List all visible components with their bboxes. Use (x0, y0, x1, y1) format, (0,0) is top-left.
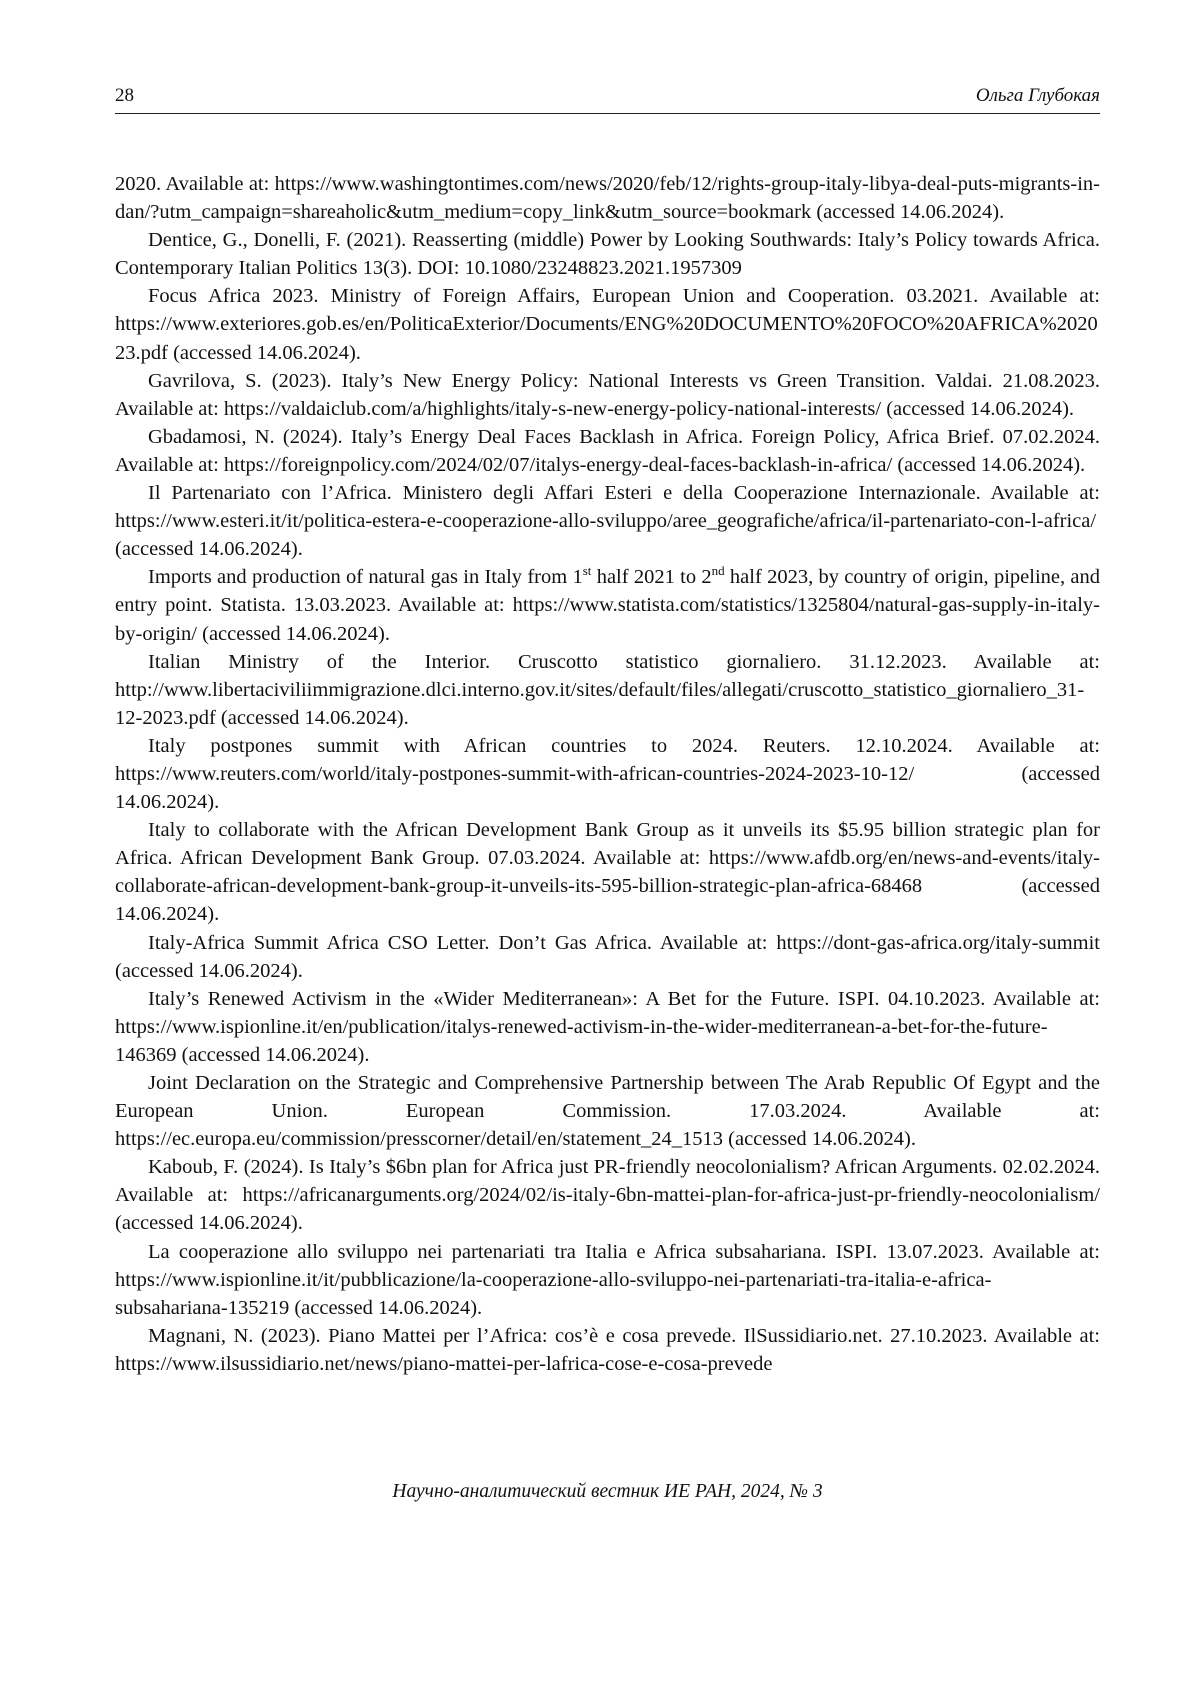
reference-entry: Gbadamosi, N. (2024). Italy’s Energy Deal Faces Backlash in Africa. Foreign Policy, Africa Brief. 07.02.2024. Available at: https://foreignpolicy.com/2024/02/07/italys-energy-deal-faces-backlash-in-africa/ (accessed 14.06.2024). (115, 425, 1100, 476)
reference-text: Imports and production of natural gas in Italy from 1 (148, 566, 583, 589)
superscript: st (582, 563, 592, 579)
reference-entry: Italian Ministry of the Interior. Cruscotto statistico giornaliero. 31.12.2023. Available at: http://www.libertaciviliimmigrazione.dlci.interno.gov.it/sites/default/files/allegati/cruscotto_statistico_giornaliero_31-12-2023.pdf (accessed 14.06.2024). (115, 650, 1100, 729)
reference-entry: Kaboub, F. (2024). Is Italy’s $6bn plan for Africa just PR-friendly neocolonialism? African Arguments. 02.02.2024. Available at: https://africanarguments.org/2024/02/is-italy-6bn-mattei-plan-for-africa-just-pr-friendly-neocolonialism/ (accessed 14.06.2024). (115, 1156, 1100, 1235)
page-number: 28 (115, 85, 134, 106)
reference-entry: Magnani, N. (2023). Piano Mattei per l’Africa: cos’è e cosa prevede. IlSussidiario.net. 27.10.2023. Available at: https://www.ilsussidiario.net/news/piano-mattei-per-lafrica-cose-e-cosa-prevede (115, 1324, 1100, 1375)
reference-text: half 2023, by country of origin, pipeline, and entry point. Statista. 13.03.2023. Available at: https://www.statista.com/statistics/1325804/natural-gas-supply-in-italy-by-origin/ (accessed 14.06.2024). (115, 566, 1101, 645)
reference-entry: Focus Africa 2023. Ministry of Foreign Affairs, European Union and Cooperation. 03.2021. Available at: https://www.exteriores.gob.es/en/PoliticaExterior/Documents/ENG%20DOCUMENTO%20FOCO%20AFRICA%202023.pdf (accessed 14.06.2024). (115, 285, 1100, 364)
reference-entry: Gavrilova, S. (2023). Italy’s New Energy Policy: National Interests vs Green Transition. Valdai. 21.08.2023. Available at: https://valdaiclub.com/a/highlights/italy-s-new-energy-policy-national-interests/ (accessed 14.06.2024). (115, 369, 1100, 420)
reference-entry: Italy-Africa Summit Africa CSO Letter. Don’t Gas Africa. Available at: https://dont-gas-africa.org/italy-summit (accessed 14.06.2024). (115, 931, 1100, 982)
superscript: nd (711, 563, 725, 579)
reference-entry: Il Partenariato con l’Africa. Ministero degli Affari Esteri e della Cooperazione Internazionale. Available at: https://www.esteri.it/it/politica-estera-e-cooperazione-allo-sviluppo/aree_geografiche/africa/il-partenariato-con-l-africa/ (accessed 14.06.2024). (115, 482, 1100, 561)
page-footer-journal: Научно-аналитический вестник ИЕ РАН, 2024, № 3 (392, 1481, 823, 1502)
reference-entry: La cooperazione allo sviluppo nei partenariati tra Italia e Africa subsahariana. ISPI. 13.07.2023. Available at: https://www.ispionline.it/it/pubblicazione/la-cooperazione-allo-sviluppo-nei-partenariati-tra-italia-e-africa-subsahariana-135219 (accessed 14.06.2024). (115, 1240, 1100, 1319)
reference-entry: 2020. Available at: https://www.washingtontimes.com/news/2020/feb/12/rights-group-italy-libya-deal-puts-migrants-in-dan/?utm_campaign=shareaholic&utm_medium=copy_link&utm_source=bookmark (accessed 14.06.2024). (115, 173, 1100, 224)
page-header (115, 83, 1100, 114)
reference-entry-statista (115, 563, 1100, 647)
reference-entry: Italy to collaborate with the African Development Bank Group as it unveils its $5.95 billion strategic plan for Africa. African Development Bank Group. 07.03.2024. Available at: https://www.afdb.org/en/news-and-events/italy-collaborate-african-development-bank-group-it-unveils-its-595-billion-strategic-plan-africa-68468 (accessed 14.06.2024). (115, 819, 1100, 926)
reference-entry: Dentice, G., Donelli, F. (2021). Reasserting (middle) Power by Looking Southwards: Italy’s Policy towards Africa. Contemporary Italian Politics 13(3). DOI: 10.1080/23248823.2021.1957309 (115, 229, 1100, 280)
reference-entry: Joint Declaration on the Strategic and Comprehensive Partnership between The Arab Republic Of Egypt and the European Union. European Commission. 17.03.2024. Available at: https://ec.europa.eu/commission/presscorner/detail/en/statement_24_1513 (accessed 14.06.2024). (115, 1072, 1100, 1151)
reference-entry: Italy postpones summit with African countries to 2024. Reuters. 12.10.2024. Available at: https://www.reuters.com/world/italy-postpones-summit-with-african-countries-2024-2023-10-12/ (accessed 14.06.2024). (115, 734, 1100, 814)
running-head-author: Ольга Глубокая (975, 85, 1100, 106)
reference-list (115, 170, 1100, 1378)
reference-text: half 2021 to 2 (591, 566, 712, 589)
reference-entry: Italy’s Renewed Activism in the «Wider Mediterranean»: A Bet for the Future. ISPI. 04.10.2023. Available at: https://www.ispionline.it/en/publication/italys-renewed-activism-in-the-wider-mediterranean-a-bet-for-the-future-146369 (accessed 14.06.2024). (115, 987, 1100, 1066)
